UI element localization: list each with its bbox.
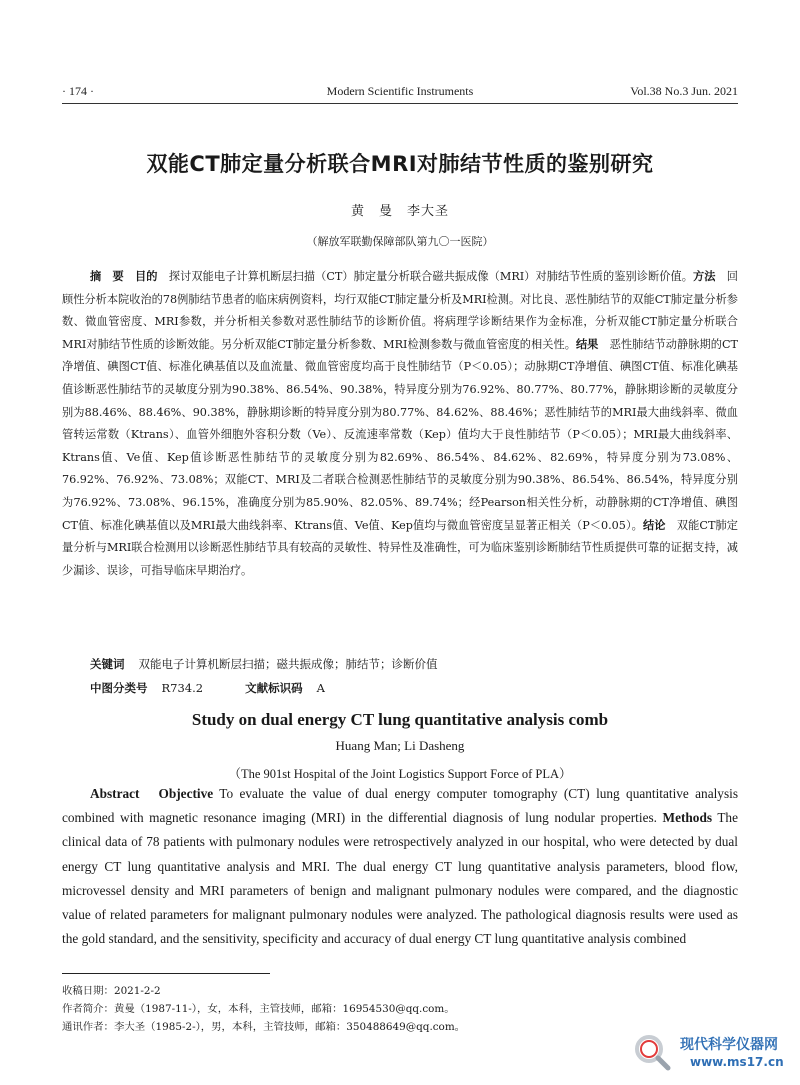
conclusion-text: 双能CT肺定量分析与MRI联合检测用以诊断恶性肺结节具有较高的灵敏性、特异性及准确性，可为临床鉴别诊断肺结节性质提供可靠的证据支持，减少漏诊、误诊，可指导临床早期治疗。: [62, 518, 738, 577]
objective-text: 探讨双能电子计算机断层扫描（CT）肺定量分析联合磁共振成像（MRI）对肺结节性质的鉴别诊断价值。: [168, 270, 694, 283]
title-chinese: 双能CT肺定量分析联合MRI对肺结节性质的鉴别研究: [146, 152, 654, 176]
watermark-name: 现代科学仪器网: [680, 1037, 778, 1053]
results-label: 结果: [575, 337, 599, 351]
objective-en-text: To evaluate the value of dual energy computer tomography (CT) lung quantitative analysis combined with magnetic resonance imaging (MRI) in the differential diagnosis of lung nodular properties.: [62, 786, 738, 826]
abstract-label: 摘 要: [90, 270, 124, 283]
results-text: 恶性肺结节动静脉期的CT净增值、碘图CT值、标准化碘基值以及血流量、微血管密度均高于良性肺结节（P＜0.05）；动脉期CT净增值、碘图CT值、标准化碘基值诊断恶性肺结节的灵敏度分别为90.38%、86.54%、90.38%，特异度分别为76.92%、80.77%、80.77%，静脉期诊断的灵敏度分别为88.46%、88.46%、90.38%，静脉期诊断的特异度分别为80.77%、84.62%、88.46%；恶性肺结节的MRI最大曲线斜率、微血管转运常数（Ktrans）、血管外细胞外容积分数（Ve）、反流速率常数（Kep）值均大于良性肺结节（P＜0.05）；MRI最大曲线斜率、Ktrans值、Ve值、Kep值诊断恶性肺结节的灵敏度分别为82.69%、86.54%、84.62%、82.69%，特异度分别为73.08%、76.92%、76.92%、73.08%；双能CT、MRI及二者联合检测恶性肺结节的灵敏度分别为90.38%、86.54%、86.54%，特异度分别为76.92%、73.08%、96.15%，准确度分别为85.90%、82.05%、89.74%；经Pearson相关性分析，动静脉期的CT净增值、碘图CT值、标准化碘基值以及MRI最大曲线斜率、Ktrans值、Ve值、Kep值均与微血管密度呈显著正相关（P＜0.05）。: [62, 337, 738, 532]
affiliation-english: （The 901st Hospital of the Joint Logistics Support Force of PLA）: [228, 767, 572, 781]
footnote-received: 收稿日期：2021-2-2: [62, 985, 161, 997]
doc-code-label: 文献标识码: [245, 681, 303, 695]
watermark-url: www.ms17.cn: [690, 1055, 784, 1069]
magnifier-logo-icon: [632, 1032, 672, 1072]
affiliation-chinese: （解放军联勤保障部队第九〇一医院）: [306, 235, 494, 248]
methods-en-text: The clinical data of 78 patients with pulmonary nodules were retrospectively analyzed in our hospital, who were detected by dual energy CT lung quantitative analysis and MRI. The dual energy CT lung quantitative analysis parameters, blood flow, microvessel density and MRI parameters of benign and malignant pulmonary nodules were compared, and the diagnostic value of related parameters for malignant pulmonary nodules were analyzed. The pathological diagnosis results were used as the gold standard, and the sensitivity, specificity and accuracy of dual energy CT lung quantitative analysis combined: [62, 810, 738, 947]
abstract-english: [62, 782, 738, 951]
objective-label: 目的: [135, 270, 158, 283]
keywords-value: 双能电子计算机断层扫描；磁共振成像；肺结节；诊断价值: [138, 657, 438, 671]
running-header: [62, 84, 738, 102]
site-watermark: [632, 1028, 792, 1076]
methods-text: 回顾性分析本院收治的78例肺结节患者的临床病例资料，均行双能CT肺定量分析及MRI检测。对比良、恶性肺结节的双能CT肺定量分析参数、微血管密度、MRI参数，并分析相关参数对恶性肺结节的诊断价值。将病理学诊断结果作为金标准，分析双能CT肺定量分析联合MRI对肺结节性质的诊断效能。另分析双能CT肺定量分析参数、MRI检测参数与微血管密度的相关性。: [62, 270, 738, 351]
clc-label: 中图分类号: [90, 681, 148, 695]
doc-code-value: A: [316, 681, 325, 695]
footnote-rule: [62, 973, 270, 974]
clc-value: R734.2: [161, 681, 204, 695]
page-number: · 174 ·: [62, 84, 94, 98]
classification-line: [90, 680, 325, 696]
methods-en-label: Methods: [662, 810, 713, 826]
abstract-en-label: Abstract: [90, 786, 140, 801]
issue-info: Vol.38 No.3 Jun. 2021: [630, 84, 738, 98]
journal-name: Modern Scientific Instruments: [326, 84, 474, 98]
objective-en-label: Objective: [158, 786, 214, 801]
header-rule: [62, 103, 738, 104]
abstract-chinese: [62, 266, 738, 582]
keywords-label: 关键词: [90, 657, 125, 671]
footnote-corresponding: 通讯作者：李大圣（1985-2-），男，本科，主管技师，邮箱：350488649@qq.com。: [62, 1021, 466, 1033]
title-english: Study on dual energy CT lung quantitative analysis comb: [191, 710, 609, 729]
methods-label: 方法: [693, 270, 716, 283]
authors-english: Huang Man; Li Dasheng: [335, 738, 465, 753]
conclusion-label: 结论: [642, 518, 666, 532]
keywords-line: [90, 656, 438, 672]
authors-chinese: 黄 曼 李大圣: [350, 204, 449, 219]
footnote-author: 作者简介：黄曼（1987-11-），女，本科，主管技师，邮箱：16954530@qq.com。: [62, 1003, 455, 1015]
